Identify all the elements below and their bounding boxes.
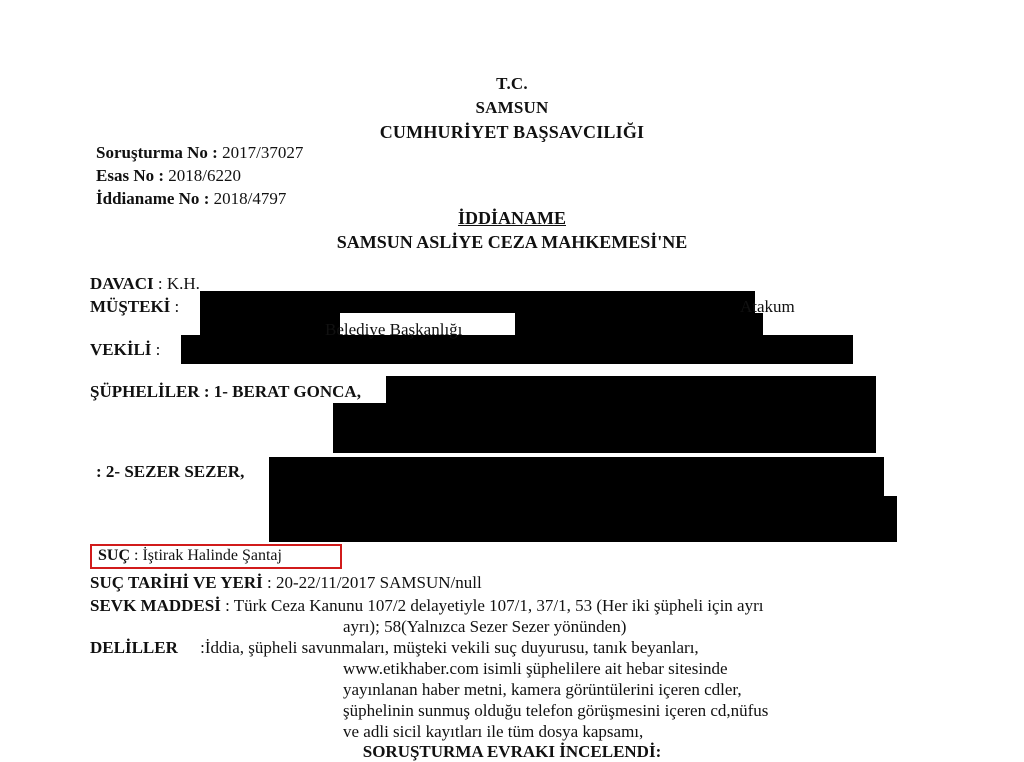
header-city: SAMSUN <box>475 98 549 117</box>
addressed-court: SAMSUN ASLİYE CEZA MAHKEMESİ'NE <box>336 232 688 252</box>
redaction-bar <box>333 403 876 453</box>
case-number-investigation-value: 2017/37027 <box>222 143 304 162</box>
party-complainant-label: MÜŞTEKİ <box>90 297 171 316</box>
party-complainant <box>90 297 179 317</box>
header-office: CUMHURİYET BAŞSAVCILIĞI <box>379 122 645 142</box>
case-number-investigation <box>96 143 303 163</box>
evidence-line-5: ve adli sicil kayıtları ile tüm dosya kapsamı, <box>343 722 644 741</box>
evidence-label: DELİLLER <box>90 638 178 657</box>
party-complainant-value: : <box>174 297 180 316</box>
header-country-code: T.C. <box>496 74 528 93</box>
party-plaintiff-value: : K.H. <box>157 274 200 293</box>
party-attorney-value: : <box>155 340 161 359</box>
referral-article-label: SEVK MADDESİ <box>90 596 221 615</box>
redaction-bar <box>181 335 853 364</box>
party-suspect-2 <box>96 462 244 482</box>
offence-date-place-row <box>90 573 482 593</box>
case-number-merits-sep: : <box>154 166 169 185</box>
case-number-indictment-sep: : <box>199 189 214 208</box>
evidence-line-3: yayınlanan haber metni, kamera görüntülerini içeren cdler, <box>343 680 742 699</box>
party-suspect-2-value: : 2- SEZER SEZER, <box>96 462 245 481</box>
party-plaintiff <box>90 274 200 294</box>
case-number-investigation-label: Soruşturma No <box>96 143 208 162</box>
case-number-merits-label: Esas No <box>96 166 155 185</box>
offence-date-place-value: : 20-22/11/2017 SAMSUN/null <box>262 573 482 592</box>
complainant-municipality-name: Atakum <box>740 297 795 316</box>
evidence-row <box>90 638 699 658</box>
case-number-merits-value: 2018/6220 <box>168 166 242 185</box>
evidence-line-1: :İddia, şüpheli savunmaları, müşteki vekili suç duyurusu, tanık beyanları, <box>200 638 699 657</box>
referral-article-value-line2: ayrı); 58(Yalnızca Sezer Sezer yönünden) <box>343 617 627 636</box>
charge-row <box>98 547 282 565</box>
party-plaintiff-label: DAVACI <box>90 274 154 293</box>
party-suspect-1-value: : 1- BERAT GONCA, <box>203 382 361 401</box>
case-number-indictment-value: 2018/4797 <box>213 189 287 208</box>
party-suspects-label: ŞÜPHELİLER <box>90 382 200 401</box>
party-attorney <box>90 340 160 360</box>
redaction-bar <box>386 376 876 403</box>
redaction-bar <box>269 496 897 542</box>
party-suspects <box>90 382 361 402</box>
redaction-bar <box>269 457 884 496</box>
document-title: İDDİANAME <box>458 208 566 228</box>
referral-article-value: : Türk Ceza Kanunu 107/2 delayetiyle 107/1, 37/1, 53 (Her iki şüpheli için ayrı <box>220 596 764 615</box>
case-number-merits <box>96 166 241 186</box>
case-number-investigation-sep: : <box>207 143 223 162</box>
charge-label: SUÇ <box>98 547 131 564</box>
offence-date-place-label: SUÇ TARİHİ VE YERİ <box>90 573 263 592</box>
investigation-footer: SORUŞTURMA EVRAKI İNCELENDİ: <box>362 742 662 761</box>
case-number-indictment-label: İddianame No <box>96 189 200 208</box>
redaction-bar <box>200 291 755 313</box>
case-number-indictment <box>96 189 286 209</box>
charge-value: : İştirak Halinde Şantaj <box>134 547 282 564</box>
evidence-line-4: şüphelinin sunmuş olduğu telefon görüşmesini içeren cd,nüfus <box>343 701 769 720</box>
scanned-document <box>18 10 1006 761</box>
evidence-line-2: www.etikhaber.com isimli şüphelilere ait hebar sitesinde <box>343 659 728 678</box>
complainant-municipality-suffix: Belediye Başkanlığı <box>325 320 463 339</box>
party-attorney-label: VEKİLİ <box>90 340 152 359</box>
referral-article-row <box>90 596 763 616</box>
